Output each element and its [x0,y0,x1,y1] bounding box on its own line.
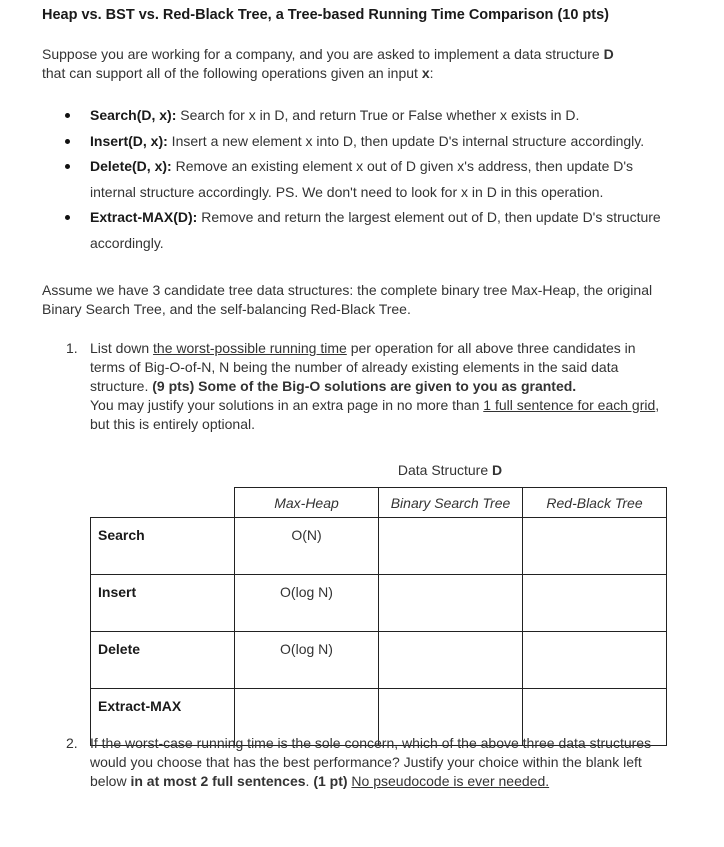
column-header-red-black-tree: Red-Black Tree [523,488,667,518]
intro-text: Suppose you are working for a company, and you are asked to implement a data structure [42,46,604,62]
caption-text: Data Structure [397,462,493,478]
question-text: , but this is entirely optional. [90,397,660,432]
operation-name: Insert(D, x): [90,132,168,149]
bold-text: in at most 2 full sentences [130,773,306,789]
question-1-text [90,339,666,434]
list-item [65,205,665,256]
table-cell: O(log N) [235,632,379,689]
operation-name: Extract-MAX(D): [90,209,198,225]
list-item [65,129,665,155]
question-text: per operation for all above three candidates in terms of Big-O-of-N, N being the number of already existing elements in the said data structure. [90,340,636,394]
row-label-search: Search [91,518,235,575]
question-number: 1. [66,340,78,356]
table-row [91,575,667,632]
intro-text: that can support all of the following operations given an input [42,65,422,81]
question-number: 2. [66,735,78,751]
complexity-table [90,487,667,746]
column-header-max-heap: Max-Heap [235,488,379,518]
question-text: If the worst-case running time is the sole concern, which of the above three data structures would you choose that has the best performance? Justify your choice within the blank left below [90,735,652,789]
table-cell: O(N) [235,518,379,575]
table-cell: O(log N) [235,575,379,632]
operations-list [65,103,665,256]
table-cell [379,632,523,689]
underlined-text: the worst-possible running time [153,340,347,356]
question-text: List down [90,340,154,356]
table-row [91,632,667,689]
table-caption [378,462,522,478]
table-cell [523,632,667,689]
table-corner [91,488,235,518]
underlined-text: 1 full sentence for each grid [483,397,656,413]
operation-name: Search(D, x): [90,107,177,123]
question-text: You may justify your solutions in an extra page in no more than [90,397,484,413]
question-2-text [90,734,666,791]
question-2 [66,734,666,791]
row-label-insert: Insert [91,575,235,632]
list-item [65,103,665,129]
table-cell [379,518,523,575]
operation-description: Search for x in D, and return True or False whether x exists in D. [176,107,580,123]
underlined-text: No pseudocode is ever needed. [351,773,550,789]
table-cell [523,575,667,632]
intro-paragraph [42,45,682,83]
column-header-bst: Binary Search Tree [379,488,523,518]
operation-description: Remove an existing element x out of D given x's address, then update D's internal structure accordingly. PS. We don't need to look for x in D in this operation. [90,158,634,200]
table-row [91,518,667,575]
row-label-delete: Delete [91,632,235,689]
intro-bold-d: D [603,46,614,62]
question-text: . [305,773,314,789]
intro-text: : [429,65,434,81]
assumption-paragraph: Assume we have 3 candidate tree data structures: the complete binary tree Max-Heap, the original Binary Search Tree, and the self-balancing Red-Black Tree. [42,282,653,317]
caption-bold: D [492,462,503,478]
operation-description: Insert a new element x into D, then update D's internal structure accordingly. [167,132,645,149]
page-title: Heap vs. BST vs. Red-Black Tree, a Tree-based Running Time Comparison (10 pts) [42,7,610,23]
operation-name: Delete(D, x): [90,158,172,174]
bold-text: (1 pt) [313,773,348,789]
table-cell [523,518,667,575]
list-item [65,154,665,205]
question-1 [66,339,666,434]
bold-text: (9 pts) Some of the Big-O solutions are given to you as granted. [152,378,577,394]
row-label-extract-max: Extract-MAX [91,689,235,746]
intro-bold-x: x [421,65,430,81]
table-cell [379,575,523,632]
table-header-row [91,488,667,518]
operation-description: Remove and return the largest element out of D, then update D's structure accordingly. [90,209,661,251]
